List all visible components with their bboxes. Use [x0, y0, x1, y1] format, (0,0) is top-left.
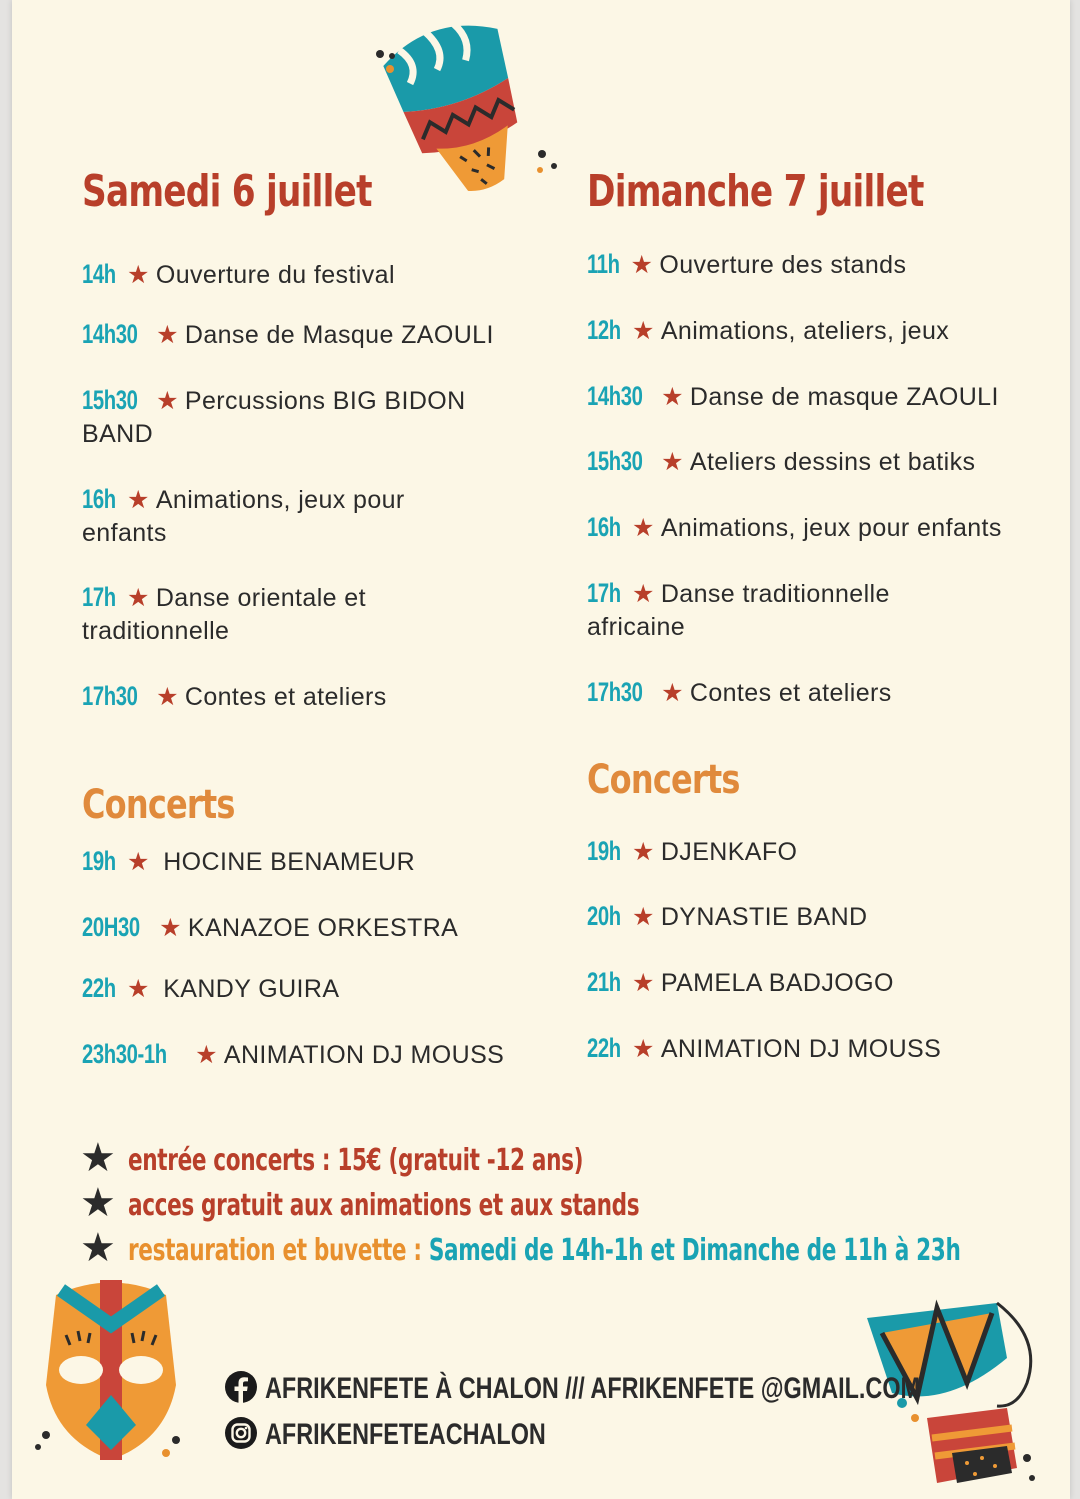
- item-label: Ateliers dessins et batiks: [689, 448, 976, 476]
- star-icon: ★: [127, 584, 150, 612]
- concert-item: [82, 972, 562, 1006]
- time-label: 16h: [82, 484, 116, 514]
- list-item: [587, 248, 1057, 282]
- concert-item: [587, 1032, 1057, 1066]
- artist-name: KANAZOE ORKESTRA: [187, 914, 459, 942]
- time-label: 19h: [587, 836, 621, 866]
- list-item: [82, 581, 432, 648]
- star-icon: ★: [80, 1226, 116, 1270]
- list-item: [82, 680, 552, 714]
- list-item: [82, 258, 552, 292]
- facebook-link[interactable]: AFRIKENFETE À CHALON /// AFRIKENFETE @GMAIL.COM: [265, 1372, 921, 1405]
- list-item: [82, 384, 502, 451]
- star-icon: ★: [632, 514, 655, 542]
- concert-item: [587, 966, 1057, 1000]
- item-label: Contes et ateliers: [689, 679, 892, 707]
- concert-item: [82, 911, 562, 945]
- star-icon: ★: [661, 383, 684, 411]
- time-label: 17h: [587, 578, 621, 608]
- artist-name: PAMELA BADJOGO: [660, 969, 894, 997]
- item-label: Percussions BIG BIDON BAND: [82, 387, 466, 448]
- time-label: 17h: [82, 582, 116, 612]
- time-label: 21h: [587, 967, 621, 997]
- list-item: [587, 676, 1057, 710]
- star-icon: ★: [80, 1181, 116, 1225]
- time-label: 20H30: [82, 912, 140, 942]
- facebook-icon[interactable]: [224, 1370, 258, 1404]
- info-food-label: restauration et buvette :: [128, 1233, 422, 1268]
- item-label: Danse traditionnelle africaine: [587, 580, 890, 641]
- star-icon: ★: [630, 251, 654, 279]
- star-icon: ★: [127, 975, 150, 1003]
- instagram-icon[interactable]: [224, 1416, 258, 1450]
- artist-name: HOCINE BENAMEUR: [163, 848, 416, 876]
- star-icon: ★: [661, 448, 684, 476]
- star-icon: ★: [127, 848, 150, 876]
- star-icon: ★: [156, 387, 179, 415]
- star-icon: ★: [127, 486, 150, 514]
- time-label: 16h: [587, 512, 621, 542]
- time-label: 11h: [587, 249, 620, 279]
- list-item: [587, 445, 1057, 479]
- star-icon: ★: [156, 321, 179, 349]
- artist-name: DYNASTIE BAND: [660, 903, 868, 931]
- item-label: Ouverture des stands: [659, 251, 907, 279]
- star-icon: ★: [632, 1035, 655, 1063]
- star-icon: ★: [156, 683, 179, 711]
- star-icon: ★: [127, 261, 150, 289]
- item-label: Danse de Masque ZAOULI: [184, 321, 494, 349]
- list-item: [82, 483, 472, 550]
- time-label: 19h: [82, 846, 116, 876]
- djembe-drum-icon: [362, 14, 562, 214]
- time-label: 15h30: [82, 385, 138, 415]
- saturday-concerts-title: Concerts: [82, 782, 235, 828]
- artist-name: ANIMATION DJ MOUSS: [660, 1035, 942, 1063]
- info-food-hours: Samedi de 14h-1h et Dimanche de 11h à 23h: [428, 1233, 961, 1268]
- sunday-title: Dimanche 7 juillet: [587, 166, 924, 217]
- info-entry-price: entrée concerts : 15€ (gratuit -12 ans): [128, 1143, 584, 1178]
- list-item: [587, 380, 1057, 414]
- time-label: 17h30: [82, 681, 138, 711]
- saturday-title: Samedi 6 juillet: [82, 166, 372, 217]
- item-label: Contes et ateliers: [184, 683, 387, 711]
- artist-name: KANDY GUIRA: [163, 975, 340, 1003]
- item-label: Animations, jeux pour enfants: [82, 486, 405, 547]
- star-icon: ★: [632, 838, 655, 866]
- star-icon: ★: [632, 903, 655, 931]
- star-icon: ★: [195, 1041, 218, 1069]
- info-food: [128, 1233, 960, 1268]
- item-label: Danse de masque ZAOULI: [689, 383, 999, 411]
- star-icon: ★: [159, 914, 182, 942]
- time-label: 20h: [587, 901, 621, 931]
- list-item: [82, 318, 552, 352]
- star-icon: ★: [80, 1136, 116, 1180]
- item-label: Animations, jeux pour enfants: [660, 514, 1002, 542]
- list-item: [587, 511, 1057, 545]
- artist-name: DJENKAFO: [660, 838, 798, 866]
- star-icon: ★: [632, 317, 655, 345]
- time-label: 17h30: [587, 677, 643, 707]
- time-label: 23h30-1h: [82, 1039, 167, 1069]
- star-icon: ★: [661, 679, 684, 707]
- time-label: 22h: [587, 1033, 621, 1063]
- star-icon: ★: [632, 580, 655, 608]
- artist-name: ANIMATION DJ MOUSS: [223, 1041, 505, 1069]
- time-label: 12h: [587, 315, 621, 345]
- poster: [12, 0, 1070, 1499]
- sunday-concerts-title: Concerts: [587, 757, 740, 803]
- time-label: 14h30: [587, 381, 643, 411]
- time-label: 14h: [82, 259, 116, 289]
- time-label: 22h: [82, 973, 116, 1003]
- african-mask-icon: [26, 1275, 196, 1475]
- star-icon: ★: [632, 969, 655, 997]
- concert-item: [82, 845, 562, 879]
- concert-item: [587, 900, 1057, 934]
- list-item: [587, 577, 937, 644]
- info-free-access: acces gratuit aux animations et aux stands: [128, 1188, 640, 1223]
- concert-item: [82, 1038, 582, 1072]
- instagram-link[interactable]: AFRIKENFETEACHALON: [265, 1418, 546, 1451]
- item-label: Animations, ateliers, jeux: [660, 317, 950, 345]
- concert-item: [587, 835, 1057, 869]
- item-label: Danse orientale et traditionnelle: [82, 584, 366, 645]
- time-label: 15h30: [587, 446, 643, 476]
- list-item: [587, 314, 1057, 348]
- time-label: 14h30: [82, 319, 138, 349]
- item-label: Ouverture du festival: [155, 261, 395, 289]
